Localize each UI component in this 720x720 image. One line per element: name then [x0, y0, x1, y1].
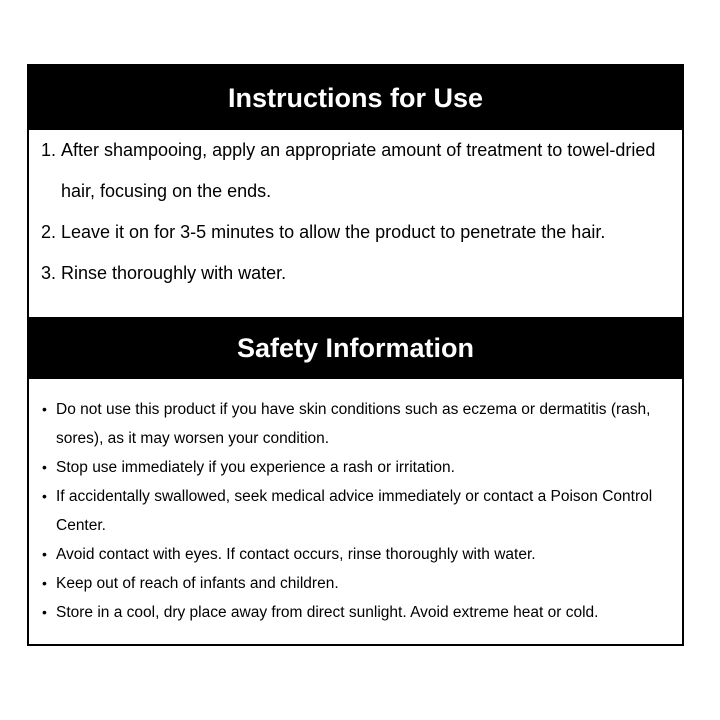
safety-item	[41, 482, 660, 540]
instruction-step	[41, 212, 660, 253]
step-text: Leave it on for 3-5 minutes to allow the product to penetrate the hair.	[61, 222, 606, 242]
safety-item-text: Store in a cool, dry place away from direct sunlight. Avoid extreme heat or cold.	[56, 604, 599, 621]
safety-item-text: Keep out of reach of infants and children.	[56, 575, 339, 592]
instruction-step	[41, 253, 660, 294]
step-text: Rinse thoroughly with water.	[61, 263, 287, 283]
bullet-icon: •	[42, 488, 47, 504]
safety-item-text: Do not use this product if you have skin conditions such as eczema or dermatitis (rash, sores), as it may worsen your condition.	[56, 401, 651, 447]
safety-item-text: If accidentally swallowed, seek medical advice immediately or contact a Poison Control Center.	[56, 488, 653, 534]
bullet-icon: •	[42, 401, 47, 417]
instructions-list	[41, 130, 660, 294]
safety-list	[41, 395, 660, 627]
safety-item	[41, 569, 660, 598]
bullet-icon: •	[42, 604, 47, 620]
info-panel	[27, 64, 684, 646]
safety-item	[41, 540, 660, 569]
instruction-step	[41, 130, 660, 212]
bullet-icon: •	[42, 546, 47, 562]
safety-header	[29, 317, 682, 379]
instructions-title: Instructions for Use	[227, 82, 484, 113]
safety-item	[41, 598, 660, 627]
instructions-header	[29, 66, 682, 130]
step-number: 3.	[41, 263, 57, 283]
bullet-icon: •	[42, 459, 47, 475]
bullet-icon: •	[42, 575, 47, 591]
safety-item	[41, 453, 660, 482]
safety-item-text: Stop use immediately if you experience a rash or irritation.	[56, 459, 455, 476]
safety-item-text: Avoid contact with eyes. If contact occurs, rinse thoroughly with water.	[56, 546, 536, 563]
step-number: 1.	[41, 140, 57, 160]
step-number: 2.	[41, 222, 57, 242]
safety-title: Safety Information	[236, 332, 475, 363]
safety-item	[41, 395, 660, 453]
step-text: After shampooing, apply an appropriate amount of treatment to towel-dried hair, focusing on the ends.	[61, 140, 656, 201]
